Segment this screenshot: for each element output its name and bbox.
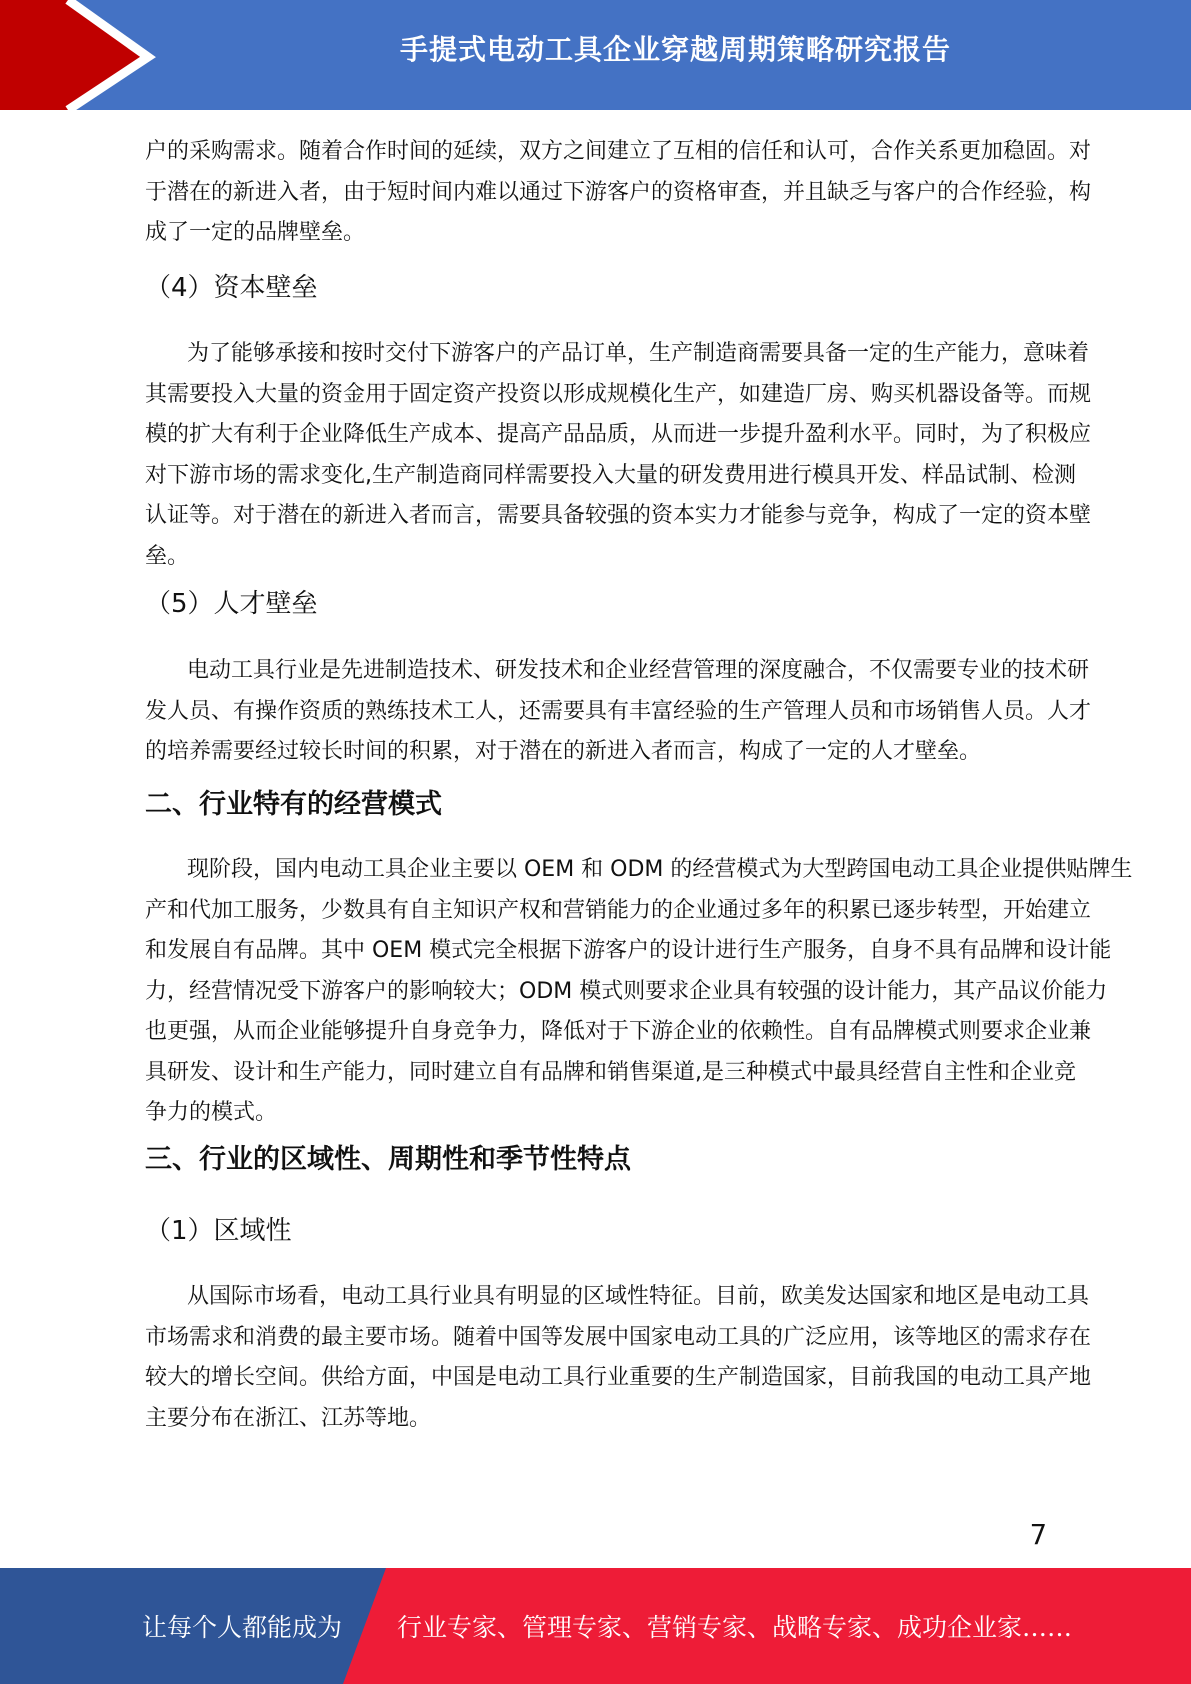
report-title: 手提式电动工具企业穿越周期策略研究报告 [399,33,951,66]
subheading-regional: （1）区域性 [145,1216,292,1246]
text-line: 垒。 [145,543,190,569]
text-line: 力，经营情况受下游客户的影响较大；ODM 模式则要求企业具有较强的设计能力，其产品议价能力 [145,978,1108,1004]
text-line: 其需要投入大量的资金用于固定资产投资以形成规模化生产，如建造厂房、购买机器设备等。而规 [145,381,1092,407]
text-line: 较大的增长空间。供给方面，中国是电动工具行业重要的生产制造国家，目前我国的电动工具产地 [145,1365,1092,1390]
page-number: 7 [1030,1518,1047,1551]
page-header [0,0,1191,110]
text-line: 具研发、设计和生产能力，同时建立自有品牌和销售渠道,是三种模式中最具经营自主性和企业竞 [145,1059,1076,1085]
paragraph-regional [145,1277,1092,1439]
section-heading-regional-cyclical: 三、行业的区域性、周期性和季节性特点 [145,1144,631,1175]
section-heading-business-model: 二、行业特有的经营模式 [145,789,442,820]
text-line: 电动工具行业是先进制造技术、研发技术和企业经营管理的深度融合，不仅需要专业的技术研 [187,658,1090,683]
text-line: 于潜在的新进入者，由于短时间内难以通过下游客户的资格审查，并且缺乏与客户的合作经验，构 [145,179,1092,205]
text-line: 对下游市场的需求变化,生产制造商同样需要投入大量的研发费用进行模具开发、样品试制、检测 [145,462,1076,488]
text-line: 户的采购需求。随着合作时间的延续，双方之间建立了互相的信任和认可，合作关系更加稳固。对 [145,139,1092,164]
text-line: 为了能够承接和按时交付下游客户的产品订单，生产制造商需要具备一定的生产能力，意味着 [187,341,1090,366]
paragraph-capital-barrier [145,334,1092,577]
paragraph-brand-barrier [145,132,1092,254]
text-line: 也更强，从而企业能够提升自身竞争力，降低对于下游企业的依赖性。自有品牌模式则要求企业兼 [145,1019,1092,1044]
text-line: 模的扩大有利于企业降低生产成本、提高产品品质，从而进一步提升盈利水平。同时，为了积极应 [145,422,1092,447]
text-line: 争力的模式。 [145,1100,278,1125]
subheading-capital-barrier: （4）资本壁垒 [145,273,318,303]
text-line: 认证等。对于潜在的新进入者而言，需要具备较强的资本实力才能参与竞争，构成了一定的资本壁 [145,503,1092,528]
text-line: 从国际市场看，电动工具行业具有明显的区域性特征。目前，欧美发达国家和地区是电动工具 [187,1284,1090,1309]
paragraph-business-model [145,850,1133,1134]
page-footer [0,1568,1191,1684]
text-line: 产和代加工服务，少数具有自主知识产权和营销能力的企业通过多年的积累已逐步转型，开始建立 [145,897,1092,923]
text-line: 的培养需要经过较长时间的积累，对于潜在的新进入者而言，构成了一定的人才壁垒。 [145,739,982,764]
paragraph-talent-barrier [145,651,1092,773]
subheading-talent-barrier: （5）人才壁垒 [145,589,318,619]
text-line: 成了一定的品牌壁垒。 [145,220,366,245]
text-line: 主要分布在浙江、江苏等地。 [145,1405,432,1431]
footer-slogan-right: 行业专家、管理专家、营销专家、战略专家、成功企业家…… [397,1613,1073,1642]
footer-slogan-left: 让每个人都能成为 [142,1613,343,1642]
text-line: 发人员、有操作资质的熟练技术工人，还需要具有丰富经验的生产管理人员和市场销售人员。人才 [145,698,1092,724]
text-line: 和发展自有品牌。其中 OEM 模式完全根据下游客户的设计进行生产服务，自身不具有品牌和设计能 [145,938,1112,963]
text-line: 市场需求和消费的最主要市场。随着中国等发展中国家电动工具的广泛应用，该等地区的需求存在 [145,1324,1092,1350]
text-line: 现阶段，国内电动工具企业主要以 OEM 和 ODM 的经营模式为大型跨国电动工具企业提供贴牌生 [187,857,1133,882]
